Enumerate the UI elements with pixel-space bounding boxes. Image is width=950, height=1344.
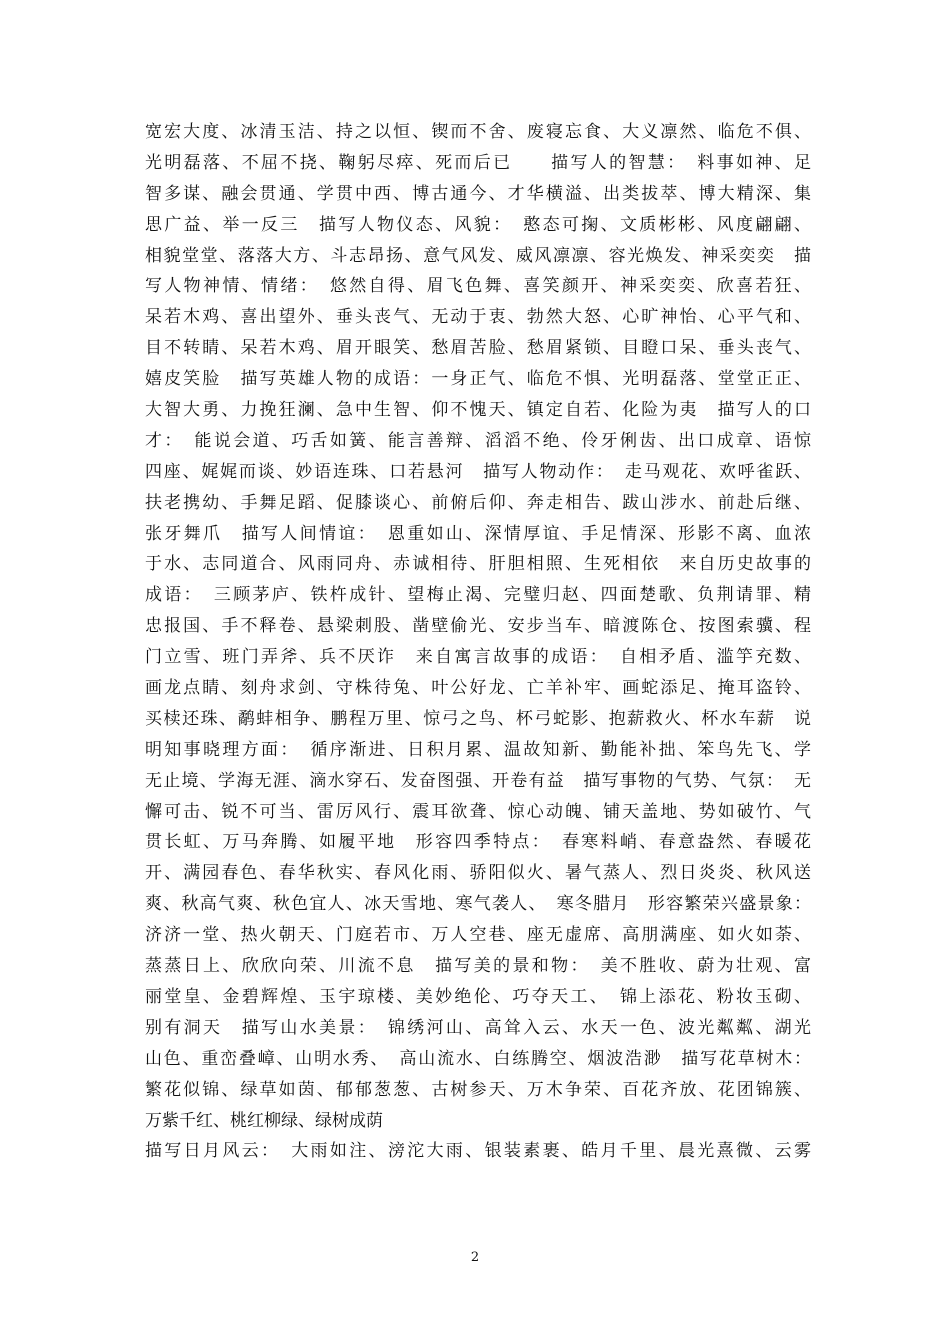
text-line: 智多谋、融会贯通、学贯中西、博古通今、才华横溢、出类拔萃、博大精深、集 <box>145 183 811 204</box>
text-line: 繁花似锦、绿草如茵、郁郁葱葱、古树参天、万木争荣、百花齐放、花团锦簇、 <box>145 1079 811 1100</box>
text-line: 写人物神情、情绪： 悠然自得、眉飞色舞、喜笑颜开、神采奕奕、欣喜若狂、 <box>145 276 811 297</box>
text-line: 扶老携幼、手舞足蹈、促膝谈心、前俯后仰、奔走相告、跋山涉水、前赴后继、 <box>145 492 811 513</box>
text-line: 买椟还珠、鹬蚌相争、鹏程万里、惊弓之鸟、杯弓蛇影、抱薪救火、杯水车薪 说 <box>145 708 811 729</box>
text-line: 于水、志同道合、风雨同舟、赤诚相待、肝胆相照、生死相依 来自历史故事的 <box>145 554 811 575</box>
text-line: 爽、秋高气爽、秋色宜人、冰天雪地、寒气袭人、 寒冬腊月 形容繁荣兴盛景象： <box>145 894 811 915</box>
text-line: 画龙点睛、刻舟求剑、守株待兔、叶公好龙、亡羊补牢、画蛇添足、掩耳盗铃、 <box>145 678 811 699</box>
text-line: 开、满园春色、春华秋实、春风化雨、骄阳似火、暑气蒸人、烈日炎炎、秋风送 <box>145 863 811 884</box>
text-line: 万紫千红、桃红柳绿、绿树成荫 <box>145 1110 383 1131</box>
text-line: 才： 能说会道、巧舌如簧、能言善辩、滔滔不绝、伶牙俐齿、出口成章、语惊 <box>145 430 811 451</box>
text-line: 张牙舞爪 描写人间情谊： 恩重如山、深情厚谊、手足情深、形影不离、血浓 <box>145 523 811 544</box>
text-line: 大智大勇、力挽狂澜、急中生智、仰不愧天、镇定自若、化险为夷 描写人的口 <box>145 400 811 421</box>
text-line: 宽宏大度、冰清玉洁、持之以恒、锲而不舍、废寝忘食、大义凛然、临危不俱、 <box>145 122 811 142</box>
text-line: 贯长虹、万马奔腾、如履平地 形容四季特点： 春寒料峭、春意盎然、春暖花 <box>145 832 811 853</box>
text-line: 思广益、举一反三 描写人物仪态、风貌： 憨态可掬、文质彬彬、风度翩翩、 <box>145 214 811 235</box>
text-line: 目不转睛、呆若木鸡、眉开眼笑、愁眉苦脸、愁眉紧锁、目瞪口呆、垂头丧气、 <box>145 338 811 359</box>
text-line: 丽堂皇、金碧辉煌、玉宇琼楼、美妙绝伦、巧夺天工、 锦上添花、粉妆玉砌、 <box>145 986 811 1007</box>
text-line: 无止境、学海无涯、滴水穿石、发奋图强、开卷有益 描写事物的气势、气氛： 无 <box>145 770 811 791</box>
text-line: 山色、重峦叠嶂、山明水秀、 高山流水、白练腾空、烟波浩渺 描写花草树木： <box>145 1048 811 1069</box>
text-line: 四座、娓娓而谈、妙语连珠、口若悬河 描写人物动作： 走马观花、欢呼雀跃、 <box>145 461 811 482</box>
text-line: 成语： 三顾茅庐、铁杵成针、望梅止渴、完璧归赵、四面楚歌、负荆请罪、精 <box>145 585 811 606</box>
text-line: 懈可击、锐不可当、雷厉风行、震耳欲聋、惊心动魄、铺天盖地、势如破竹、气 <box>145 801 811 822</box>
text-line: 蒸蒸日上、欣欣向荣、川流不息 描写美的景和物： 美不胜收、蔚为壮观、富 <box>145 956 811 977</box>
text-line: 光明磊落、不屈不挠、鞠躬尽瘁、死而后已 描写人的智慧： 料事如神、足 <box>145 152 811 173</box>
text-line: 门立雪、班门弄斧、兵不厌诈 来自寓言故事的成语： 自相矛盾、滥竽充数、 <box>145 647 811 668</box>
text-line: 嬉皮笑脸 描写英雄人物的成语：一身正气、临危不惧、光明磊落、堂堂正正、 <box>145 369 811 390</box>
text-line: 描写日月风云： 大雨如注、滂沱大雨、银装素裹、皓月千里、晨光熹微、云雾 <box>145 1141 811 1162</box>
text-line: 相貌堂堂、落落大方、斗志昂扬、意气风发、威风凛凛、容光焕发、神采奕奕 描 <box>145 245 811 266</box>
text-line: 明知事晓理方面： 循序渐进、日积月累、温故知新、勤能补拙、笨鸟先飞、学 <box>145 739 811 760</box>
text-line: 济济一堂、热火朝天、门庭若市、万人空巷、座无虚席、高朋满座、如火如荼、 <box>145 925 811 946</box>
page-number: 2 <box>470 1250 480 1265</box>
text-line: 别有洞天 描写山水美景： 锦绣河山、高耸入云、水天一色、波光粼粼、湖光 <box>145 1017 811 1038</box>
text-line: 呆若木鸡、喜出望外、垂头丧气、无动于衷、勃然大怒、心旷神怡、心平气和、 <box>145 307 811 328</box>
body-text <box>145 117 811 1167</box>
text-line: 忠报国、手不释卷、悬梁刺股、凿壁偷光、安步当车、暗渡陈仓、按图索骥、程 <box>145 616 811 637</box>
